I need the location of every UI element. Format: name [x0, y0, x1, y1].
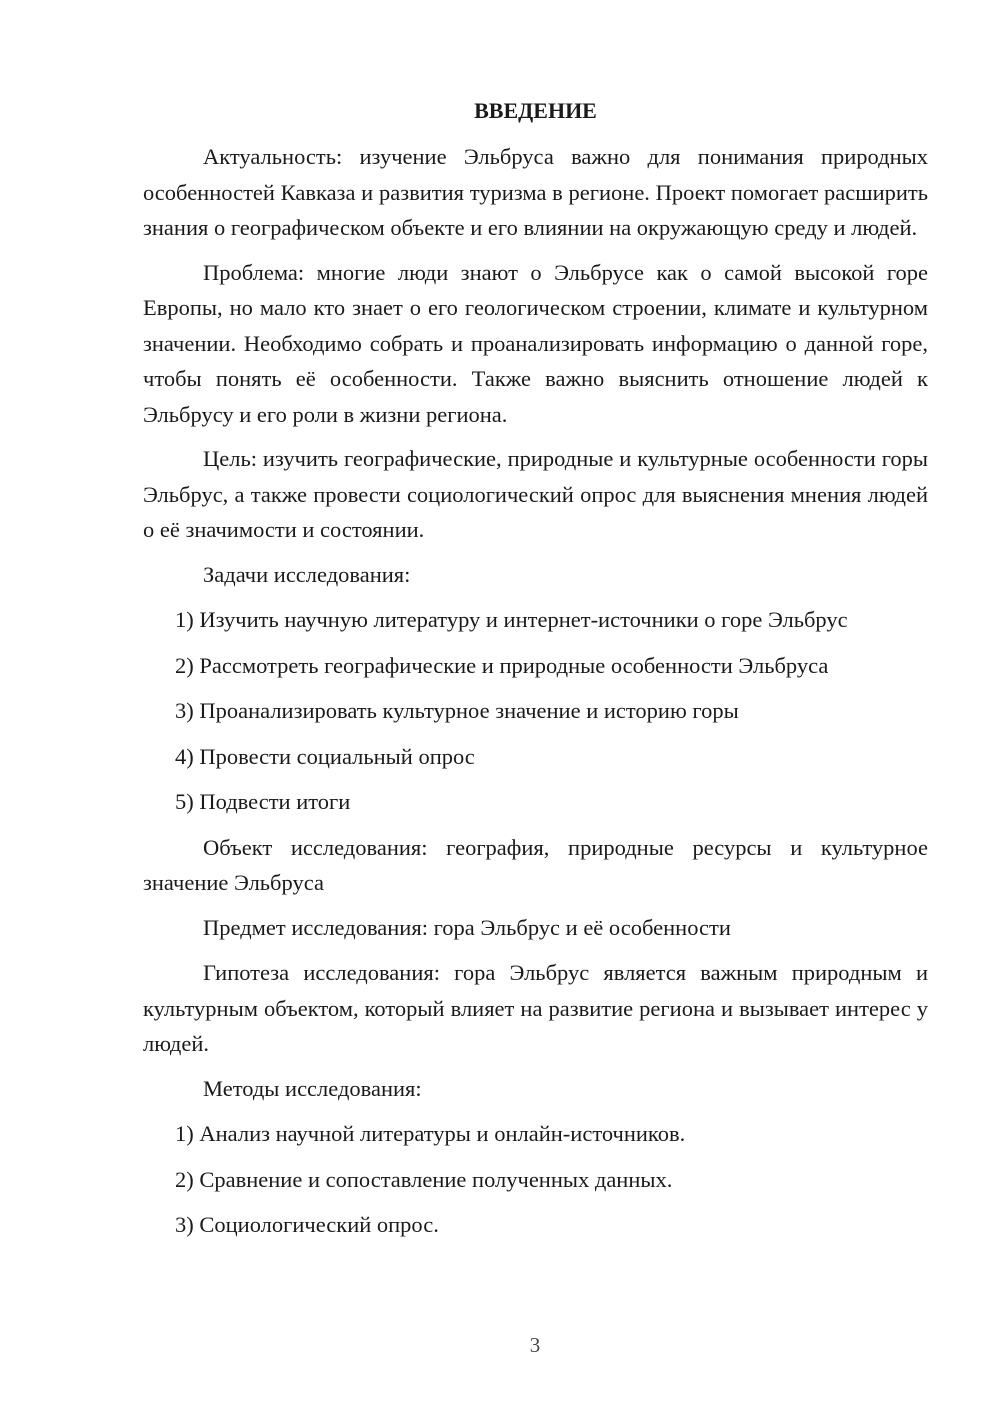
- object-paragraph: Объект исследования: география, природные ресурсы и культурное значение Эльбруса: [143, 834, 928, 895]
- section-title: ВВЕДЕНИЕ: [474, 98, 597, 123]
- task-item: 1) Изучить научную литературу и интернет-источники о горе Эльбрус: [175, 607, 848, 632]
- hypothesis-paragraph: Гипотеза исследования: гора Эльбрус является важным природным и культурным объектом, который влияет на развитие региона и вызывает интерес у людей.: [143, 960, 928, 1056]
- tasks-heading: Задачи исследования:: [203, 561, 411, 587]
- task-item: 4) Провести социальный опрос: [175, 743, 475, 769]
- page-number: 3: [529, 1333, 541, 1357]
- methods-heading: Методы исследования:: [203, 1075, 422, 1101]
- problem-paragraph: Проблема: многие люди знают о Эльбрусе как о самой высокой горе Европы, но мало кто знает о его геологическом строении, климате и культурном значении. Необходимо собрать и проанализировать информацию о данной горе, чтобы понять её особенности. Также важно выяснить отношение людей к Эльбрусу и его роли в жизни региона.: [143, 259, 928, 427]
- method-item: 2) Сравнение и сопоставление полученных данных.: [175, 1166, 673, 1192]
- relevance-paragraph: Актуальность: изучение Эльбруса важно для понимания природных особенностей Кавказа и развития туризма в регионе. Проект помогает расширить знания о географическом объекте и его влиянии на окружающую среду и людей.: [143, 144, 928, 240]
- document-body: [143, 95, 928, 1253]
- subject-paragraph: Предмет исследования: гора Эльбрус и её особенности: [203, 914, 731, 940]
- task-item: 5) Подвести итоги: [175, 789, 351, 814]
- goal-paragraph: Цель: изучить географические, природные и культурные особенности горы Эльбрус, а также провести социологический опрос для выяснения мнения людей о её значимости и состоянии.: [143, 446, 928, 542]
- task-item: 3) Проанализировать культурное значение и историю горы: [175, 698, 739, 723]
- method-item: 1) Анализ научной литературы и онлайн-источников.: [175, 1121, 686, 1146]
- method-item: 3) Социологический опрос.: [175, 1212, 439, 1237]
- task-item: 2) Рассмотреть географические и природные особенности Эльбруса: [175, 652, 829, 678]
